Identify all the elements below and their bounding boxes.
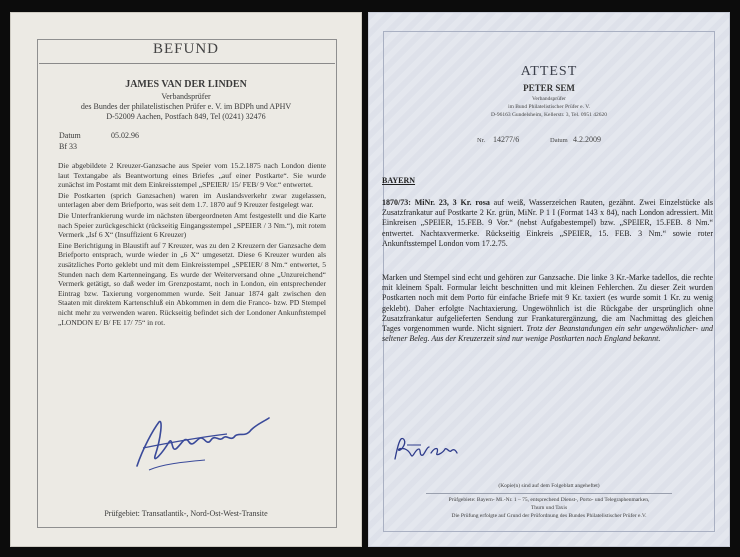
befund-body: [58, 161, 326, 328]
befund-address: D-52009 Aachen, Postfach 849, Tel (0241) 32476: [106, 112, 266, 121]
attest-footer-areas-cont: Thurn und Taxis: [530, 505, 568, 511]
attest-issue-lead: 1870/73: MiNr. 23, 3 Kr. rosa: [382, 198, 490, 207]
befund-certificate: [10, 12, 362, 547]
attest-divider: [426, 493, 672, 494]
attest-assessment-text: Marken und Stempel sind echt und gehören zur Ganzsache. Die linke 3 Kr.-Marke tadellos, die rechte mit kleinem Spalt. Formular leicht beschnitten und mit kleinen Fehlerchen. Zu dieser Zeit wurden Postkarten noch mit dem Porto für einfache Briefe mit 9 Kr. taxiert (es wurde somit 1 Kr. zu wenig geklebt). Daher erfolgte Nachtaxierung. Ungewöhnlich ist die Rückgabe der ursprünglich ohne Zusatzfrankatur aufgelieferten Sendung zur Frankaturergänzung, die am Nachmittag des gleichen Tages vorgenommen wurde. Nicht signiert.: [382, 273, 713, 334]
attest-title: ATTEST: [520, 64, 578, 79]
befund-paragraph: Eine Berichtigung in Blaustift auf 7 Kreuzer, was zu den 2 Kreuzern der Ganzsache dem Briefporto entsprach, wurde wieder in „6 X“ umgesetzt. Diese 6 Kreuzer wurden als zusätzliches Porto geklebt und mit dem Einkreisstempel „SPEIER/ 8 Nm.“ entwertet, 5 Stunden nach dem Kartenneingang. Es wurde der Weiterversand ohne „Unzureichend“ Vermerk getätigt, so daß weder im Grenzpostamt, noch in London, ein entsprechender Eintrag bzw. Taxierung vorgenommen wurde. Seit Januar 1874 galt zwischen den Staaten mit direktem Kartenschluß ein Abkommen in dem die Franco- bzw. PD Stempel nicht mehr zu verwenden waren. Rückseitig befindet sich der Londoner Ankunftstempel „LONDON E/ B/ FE 17/ 75“ in rot.: [58, 240, 326, 327]
attest-certificate: [368, 12, 730, 547]
befund-signature: [123, 408, 273, 478]
befund-examiner-name: JAMES VAN DER LINDEN: [125, 79, 247, 90]
befund-affiliation: des Bundes der philatelistischen Prüfer e. V. im BDPh und APHV: [80, 102, 292, 111]
befund-examiner-role: Verbandsprüfer: [161, 92, 211, 101]
attest-assessment-conclusion: Trotz der Beanstandungen ein sehr ungewöhnlicher- und seltener Beleg. Aus der Kreuzerzeit sind nur wenige Postkarten nach England bekannt.: [382, 324, 714, 344]
befund-title: BEFUND: [152, 41, 219, 57]
attest-number-value: 14277/6: [493, 135, 520, 144]
befund-paragraph: Die abgebildete 2 Kreuzer-Ganzsache aus Speier vom 15.2.1875 nach London diente laut Textangabe als Beantwortung eines Briefes „auf einer Postkarte“. Sie wurde zunächst im Postamt mit dem Einkreisstempel „SPEIER/ 15/ FEB/ 9 Vor.“ entwertet.: [58, 161, 326, 190]
attest-date-label: Datum: [550, 137, 568, 144]
befund-paragraph: Die Postkarten (sprich Ganzsachen) waren im Auslandsverkehr zwar zugelassen, unterlagen aber dem Briefporto, was seit dem 1.7. 1870 auf 9 Kreuzer festgelegt war.: [58, 190, 326, 210]
attest-examiner-role: Verbandsprüfer: [532, 96, 566, 102]
befund-paragraph: Die Unterfrankierung wurde im nächsten übergeordneten Amt festgestellt und die Karte nach Speier zurückgeschickt (rückseitig Eingangsstempel „SPEIER / 3 Nm.“), mit rotem Vermerk „Isf 6 X“ (Insuffizient 6 Kreuzer): [58, 210, 326, 240]
befund-divider: [39, 63, 335, 64]
attest-footer-rules: Die Prüfung erfolgte auf Grund der Prüfordnung des Bundes Philatelistischer Prüfer e.V.: [451, 513, 647, 519]
attest-issue-details: auf weiß, Wasserzeichen Rauten, gezähnt. Zwei Einzelstücke als Zusatzfrankatur auf Postkarte 2 Kr. grün, MiNr. P 1 I (Format 143 x 84), nach London adressiert. Mit Einkreisen „SPEIER, 15.FEB. 9 Vor.“ (nebst Aufgabestempel) bzw. „SPEIER, 15.FEB. 8 Nm.“ entwertet. Nachtaxvermerke. Rückseitig Einkreis „SPEIER, 15. FEB. 3 Nm.“ sowie roter Ankunftsstempel London vom 17.2.75.: [382, 198, 714, 248]
attest-affiliation: im Bund Philatelistischer Prüfer e. V.: [508, 104, 590, 110]
attest-address: D-96163 Gundelsheim, Kellerstr. 3, Tel. 0951 42620: [491, 112, 607, 118]
attest-signature: [391, 435, 461, 465]
befund-date-label: Datum: [59, 131, 81, 140]
attest-date-value: 4.2.2009: [573, 135, 601, 144]
befund-footer: Prüfgebiet: Transatlantik-, Nord-Ost-West-Transite: [104, 509, 268, 518]
befund-reference: Bf 33: [59, 142, 77, 151]
attest-assessment: [382, 273, 713, 344]
attest-number-label: Nr.: [477, 137, 486, 144]
attest-footer-areas: Prüfgebiete: Bayern- Mi.-Nr. 1 – 75, entsprechend Dienst-, Porto- und Telegraphenmarken,: [448, 497, 650, 503]
attest-examiner-name: PETER SEM: [523, 83, 575, 93]
befund-date-value: 05.02.96: [111, 131, 139, 140]
attest-country-heading: BAYERN: [382, 176, 416, 185]
attest-description: [382, 198, 713, 249]
attest-copies-note: (Kopie(n) sind auf dem Folgeblatt angeheftet): [498, 483, 600, 489]
